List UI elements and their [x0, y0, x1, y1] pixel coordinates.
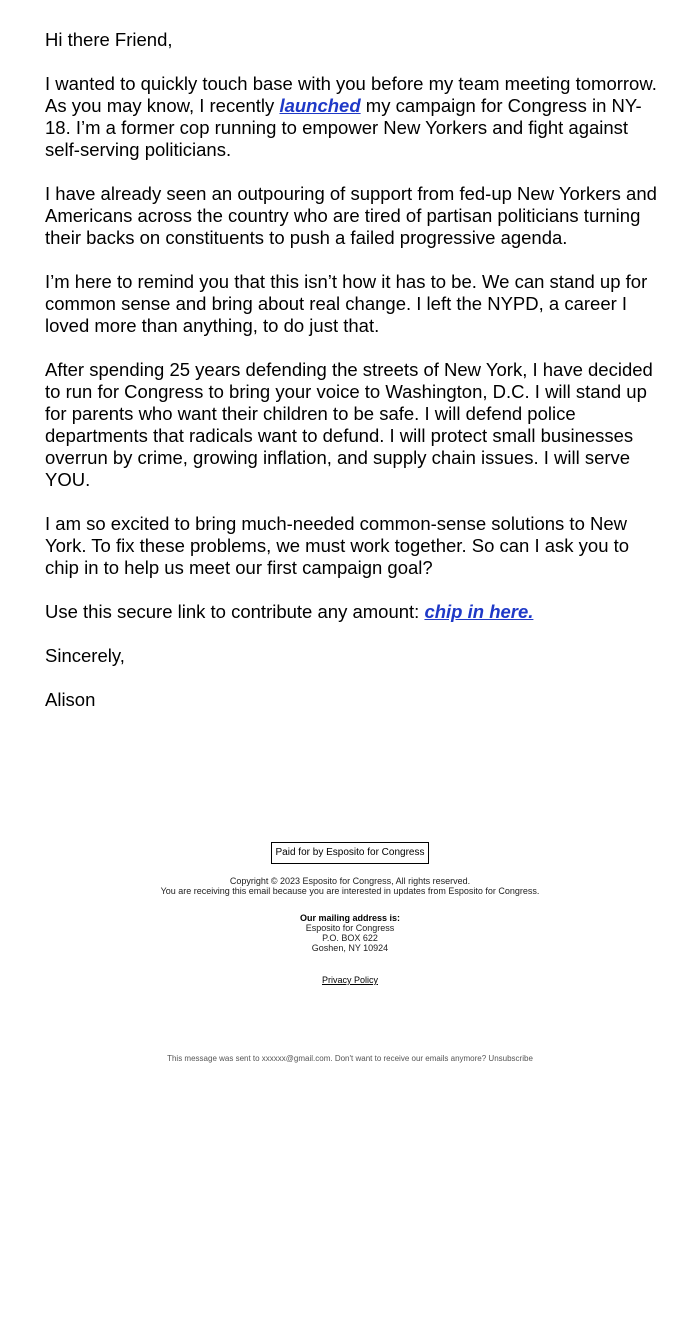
mailing-address-title: Our mailing address is: [299, 913, 401, 923]
email-body [45, 29, 657, 733]
privacy-policy-link[interactable]: Privacy Policy [321, 975, 378, 985]
privacy-block [0, 975, 700, 985]
paragraph-intro [45, 73, 657, 161]
closing: Sincerely, [45, 645, 125, 666]
email-footer [0, 842, 700, 985]
paragraph-intro-text-end: my campaign for Congress in NY-18. I’m a former cop running to empower New Yorkers and fight against self-serving politicians. [45, 95, 642, 160]
paragraph-contribute [45, 601, 657, 623]
paid-for-disclaimer: Paid for by Esposito for Congress [271, 842, 430, 864]
paragraph-ask: I am so excited to bring much-needed common-sense solutions to New York. To fix these problems, we must work together. So can I ask you to chip in to help us meet our first campaign goal? [45, 513, 630, 578]
paragraph-remind: I’m here to remind you that this isn’t how it has to be. We can stand up for common sense and bring about real change. I left the NYPD, a career I loved more than anything, to do just that. [45, 271, 648, 336]
sent-to-text: This message was sent to xxxxxx@gmail.com. Don't want to receive our emails anymore? [167, 1054, 489, 1063]
contribute-text: Use this secure link to contribute any amount: [45, 601, 425, 622]
launched-link[interactable]: launched [279, 95, 361, 116]
unsubscribe-link[interactable]: Unsubscribe [488, 1054, 533, 1063]
paragraph-background: After spending 25 years defending the streets of New York, I have decided to run for Congress to bring your voice to Washington, D.C. I will stand up for parents who want their children to be safe. I will defend police departments that radicals want to defund. I will protect small businesses overrun by crime, growing inflation, and supply chain issues. I will serve YOU. [45, 359, 653, 490]
sent-to-notice [0, 1054, 700, 1064]
receiving-reason-text: You are receiving this email because you are interested in updates from Esposito for Congress. [160, 886, 540, 896]
copyright-block [0, 876, 700, 896]
paragraph-support: I have already seen an outpouring of support from fed-up New Yorkers and Americans across the country who are tired of partisan politicians turning their backs on constituents to push a failed progressive agenda. [45, 183, 657, 248]
signature: Alison [45, 689, 96, 710]
paragraph-intro-text-start: I wanted to quickly touch base with you before my team meeting tomorrow. As you may know, I recently [45, 73, 657, 116]
address-city: Goshen, NY 10924 [311, 943, 389, 953]
address-po-box: P.O. BOX 622 [322, 933, 378, 943]
chip-in-link[interactable]: chip in here. [424, 601, 534, 622]
address-name: Esposito for Congress [305, 923, 395, 933]
mailing-address [0, 913, 700, 953]
greeting: Hi there Friend, [45, 29, 173, 50]
copyright-text: Copyright © 2023 Esposito for Congress, All rights reserved. [229, 876, 471, 886]
